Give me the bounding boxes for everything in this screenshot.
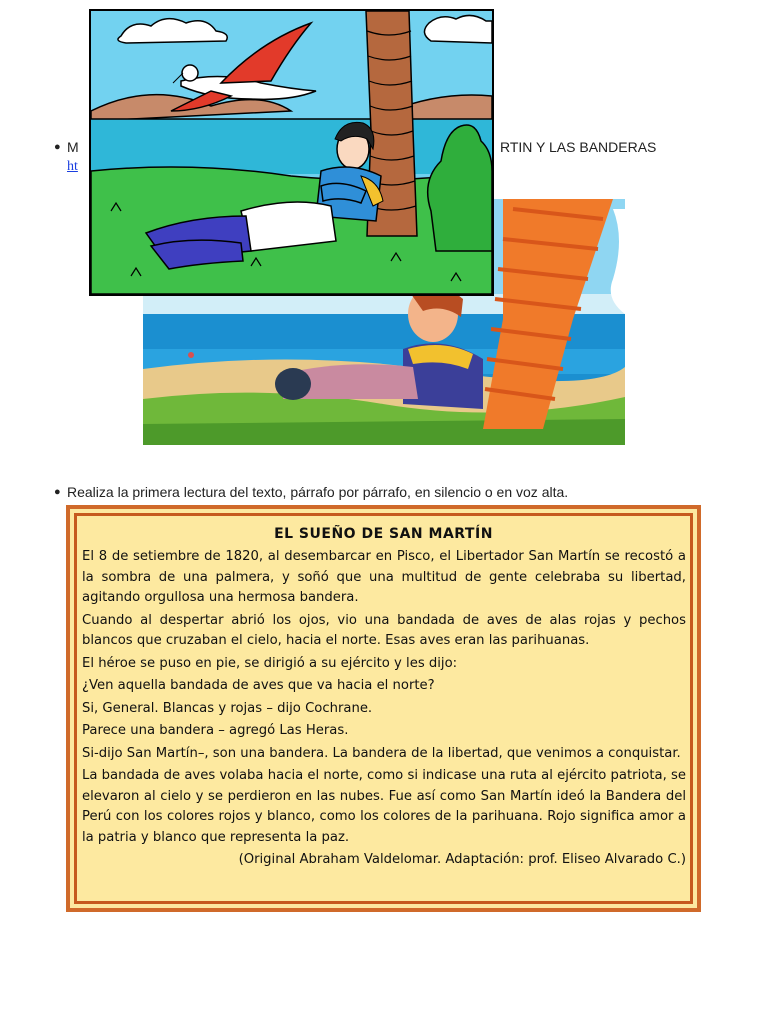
bullet-item-reading — [54, 483, 707, 501]
reading-credit: (Original Abraham Valdelomar. Adaptación: prof. Eliseo Alvarado C.) — [238, 852, 686, 867]
reading-box — [66, 505, 701, 912]
bullet-dot-icon: ● — [54, 486, 61, 498]
reading-paragraph: Cuando al despertar abrió los ojos, vio una bandada de aves de alas rojas y pechos blancos que cruzaban el cielo, hacia el norte. Esas aves eran las parihuanas. — [82, 612, 686, 648]
bullet-text-reading: Realiza la primera lectura del texto, párrafo por párrafo, en silencio o en voz alta. — [67, 484, 569, 500]
bullet-text-prefix: M — [67, 139, 79, 155]
illustration-coloring — [89, 9, 494, 296]
reading-body — [82, 547, 686, 873]
reading-inner-frame — [74, 513, 693, 904]
reading-paragraph: El 8 de setiembre de 1820, al desembarcar en Pisco, el Libertador San Martín se recostó a la sombra de una palmera, y soñó que una multitud de gente celebraba su libertad, agitando orgullosa una hermosa bandera. — [82, 549, 686, 605]
reading-paragraph: La bandada de aves volaba hacia el norte, como si indicase una ruta al ejército patriota, se elevaron al cielo y se perdieron en las nubes. Fue así como San Martín ideó la Bandera del Perú con los colores rojos y blanco, como los colores de la parihuana. Rojo significa amor a la patria y blanco que representa la paz. — [82, 768, 686, 845]
reading-paragraph: Parece una bandera – agregó Las Heras. — [82, 723, 349, 738]
reading-paragraph: ¿Ven aquella bandada de aves que va hacia el norte? — [82, 678, 435, 693]
reading-paragraph: El héroe se puso en pie, se dirigió a su ejército y les dijo: — [82, 655, 458, 671]
bullet-text-suffix: RTIN Y LAS BANDERAS — [500, 139, 657, 155]
bullet-dot-icon: ● — [54, 141, 61, 153]
reading-paragraph: Si, General. Blancas y rojas – dijo Cochrane. — [82, 700, 373, 716]
reading-paragraph: Si-dijo San Martín–, son una bandera. La bandera de la libertad, que venimos a conquistar. — [82, 745, 681, 761]
video-link[interactable]: ht — [67, 159, 78, 174]
reading-title: EL SUEÑO DE SAN MARTÍN — [274, 526, 493, 542]
